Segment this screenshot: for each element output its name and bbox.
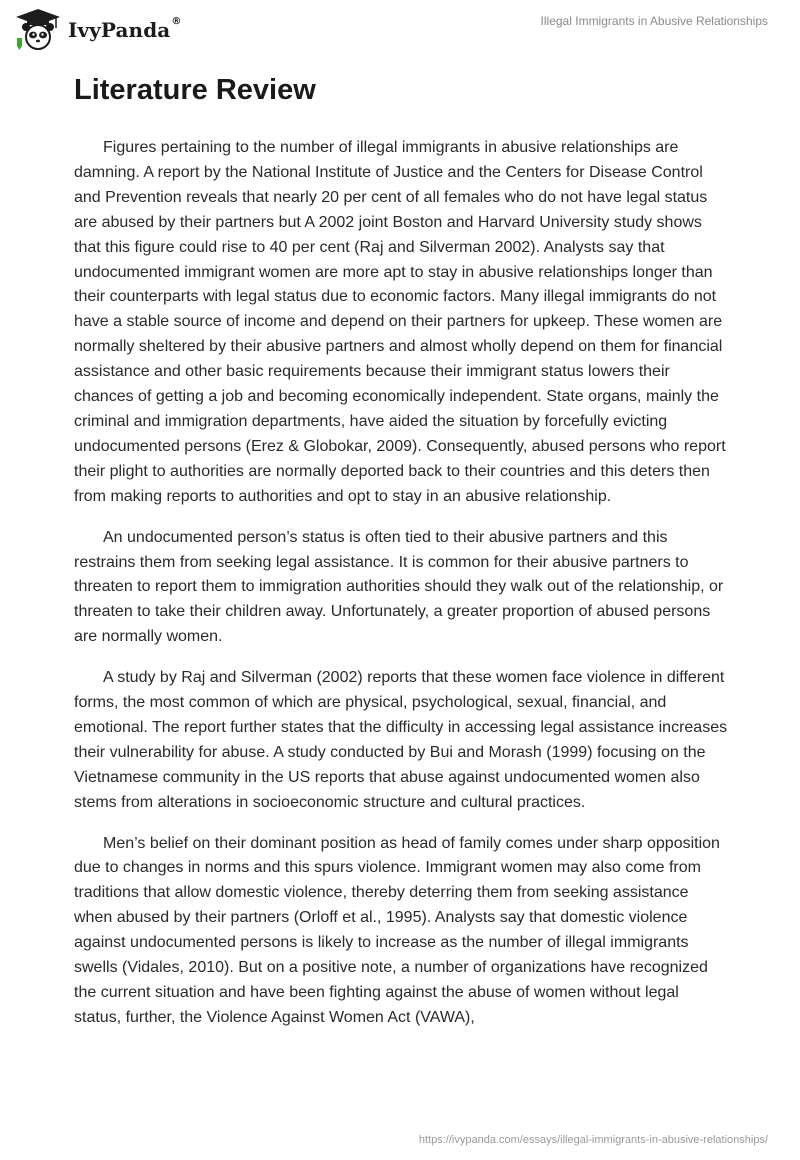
panda-graduate-icon [14,8,62,52]
page-header [0,0,800,60]
brand-logo[interactable] [14,8,181,52]
paragraph-3: A study by Raj and Silverman (2002) reports that these women face violence in different forms, the most common of which are physical, psychological, sexual, financial, and emotional. The report further states that the difficulty in accessing legal assistance increases their vulnerability for abuse. A study conducted by Bui and Morash (1999) focusing on the Vietnamese community in the US reports that abuse against undocumented women also stems from alterations in socioeconomic structure and cultural practices. [74,669,728,811]
paragraph-2: An undocumented person’s status is often tied to their abusive partners and this restrains them from seeking legal assistance. It is common for their abusive partners to threaten to report them to immigration authorities should they walk out of the relationship, or threaten to take their children away. Unfortunately, a greater proportion of abused persons are normally women. [74,528,724,646]
section-heading: Literature Review [74,74,316,106]
article-body [74,72,730,1047]
running-title: Illegal Immigrants in Abusive Relationships [540,14,768,28]
source-url-link[interactable]: https://ivypanda.com/essays/illegal-immigrants-in-abusive-relationships/ [418,1134,768,1146]
registered-mark: ® [171,16,182,27]
brand-name: IvyPanda® [68,16,182,42]
paragraph-1: Figures pertaining to the number of illegal immigrants in abusive relationships are damning. A report by the National Institute of Justice and the Centers for Disease Control and Prevention reveals that nearly 20 per cent of all females who do not have legal status are abused by their partners but A 2002 joint Boston and Harvard University study shows that this figure could rise to 40 per cent (Raj and Silverman 2002). Analysts say that undocumented immigrant women are more apt to stay in abusive relationships longer than their counterparts with legal status due to economic factors. Many illegal immigrants do not have a stable source of income and depend on their partners for upkeep. These women are normally sheltered by their abusive partners and almost wholly depend on them for financial assistance and other basic requirements because their immigrant status lowers their chances of getting a job and becoming economically independent. State organs, mainly the criminal and immigration departments, have aided the situation by forcefully evicting undocumented persons (Erez & Globokar, 2009). Consequently, abused persons who report their plight to authorities are normally deported back to their countries and this deters then from making reports to authorities and opt to stay in an abusive relationship. [74,139,726,505]
paragraph-4: Men’s belief on their dominant position as head of family comes under sharp opposition due to changes in norms and this spurs violence. Immigrant women may also come from traditions that allow domestic violence, thereby deterring them from seeking assistance when abused by their partners (Orloff et al., 1995). Analysts say that domestic violence against undocumented persons is likely to increase as the number of illegal immigrants swells (Vidales, 2010). But on a positive note, a number of organizations have recognized the current situation and have been fighting against the abuse of women without legal status, further, the Violence Against Women Act (VAWA), [74,834,720,1026]
